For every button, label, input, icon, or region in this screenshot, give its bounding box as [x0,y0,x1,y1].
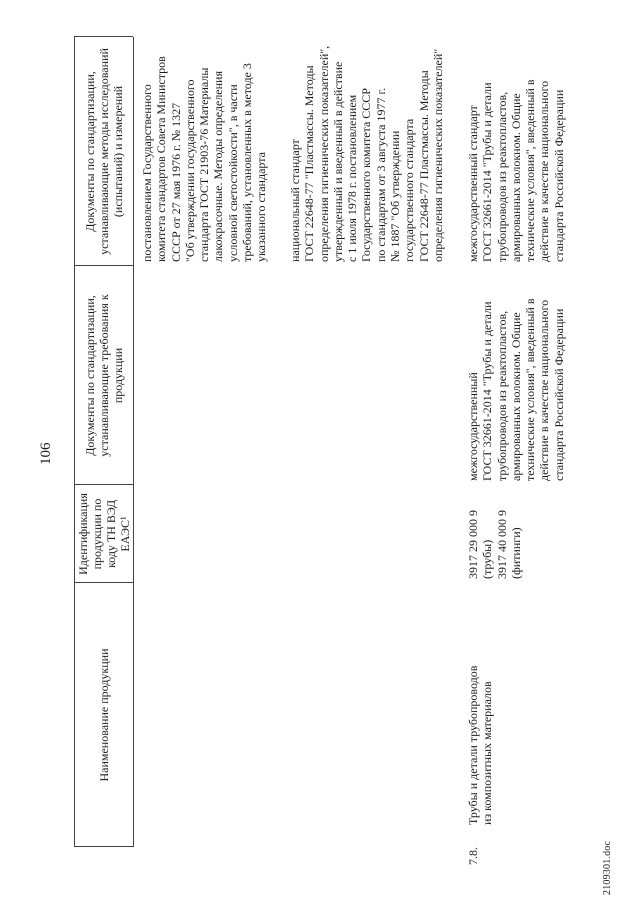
header-bottom-border [133,37,134,847]
table-top-border [74,37,75,847]
header-method-documents: Документы по стандартизации, устанавливающие методы исследований (испытаний) и измерений [82,48,125,255]
continued-methods-text-1: постановлением Государственного комитета стандартов Совета Министров СССР от 27 мая 1976 г. № 1327 "Об утверждении государственного стандарта ГОСТ 21903-76 Материалы лакокрасочные. Методы определения условной светостойкости", в части требований, установленных в методе 3 указанного стандарта [140,56,269,262]
header-left-border [74,846,133,847]
row-tnved-codes: 3917 29 000 9 (трубы) 3917 40 000 9 (фитинги) [466,510,523,579]
row-product-name: Трубы и детали трубопроводов из композитных материалов [466,665,495,825]
header-requirement-documents: Документы по стандартизации, устанавливающие требования к продукции [82,294,125,457]
page-number: 106 [38,442,54,465]
continued-methods-text-2: национальный стандарт ГОСТ 22648-77 "Пластмассы. Методы определения гигиенических показателей", утвержденный и введенный в действие с 1 июля 1978 г. постановлением Государственного комитета СССР по стандартам от 3 августа 1977 г. № 1887 "Об утверждении государственного стандарта ГОСТ 22648-77 Пластмассы. Методы определения гигиенических показателей" [288,45,445,262]
header-divider-2 [74,484,133,485]
document-footer: 2109301.doc [602,840,613,895]
header-divider-1 [74,582,133,583]
header-divider-3 [74,265,133,266]
header-product-name: Наименование продукции [96,648,111,782]
row-number: 7.8. [466,847,480,865]
header-tnved-code: Идентификация продукции по коду ТН ВЭД ЕАЭС¹ [75,493,132,575]
row-requirement-documents: межгосударственный ГОСТ 32661-2014 "Трубы и детали трубопроводов из реактопластов, армированных волокном. Общие технические условия", введенный в действие в качестве национального стандарта Российской Федерации [466,298,566,481]
row-method-documents: межгосударственный стандарт ГОСТ 32661-2014 "Трубы и детали трубопроводов из реактопластов, армированных волокном. Общие технические условия", введенный в действие в качестве национального стандарта Российской Федерации [466,79,566,262]
header-right-border [74,36,133,37]
